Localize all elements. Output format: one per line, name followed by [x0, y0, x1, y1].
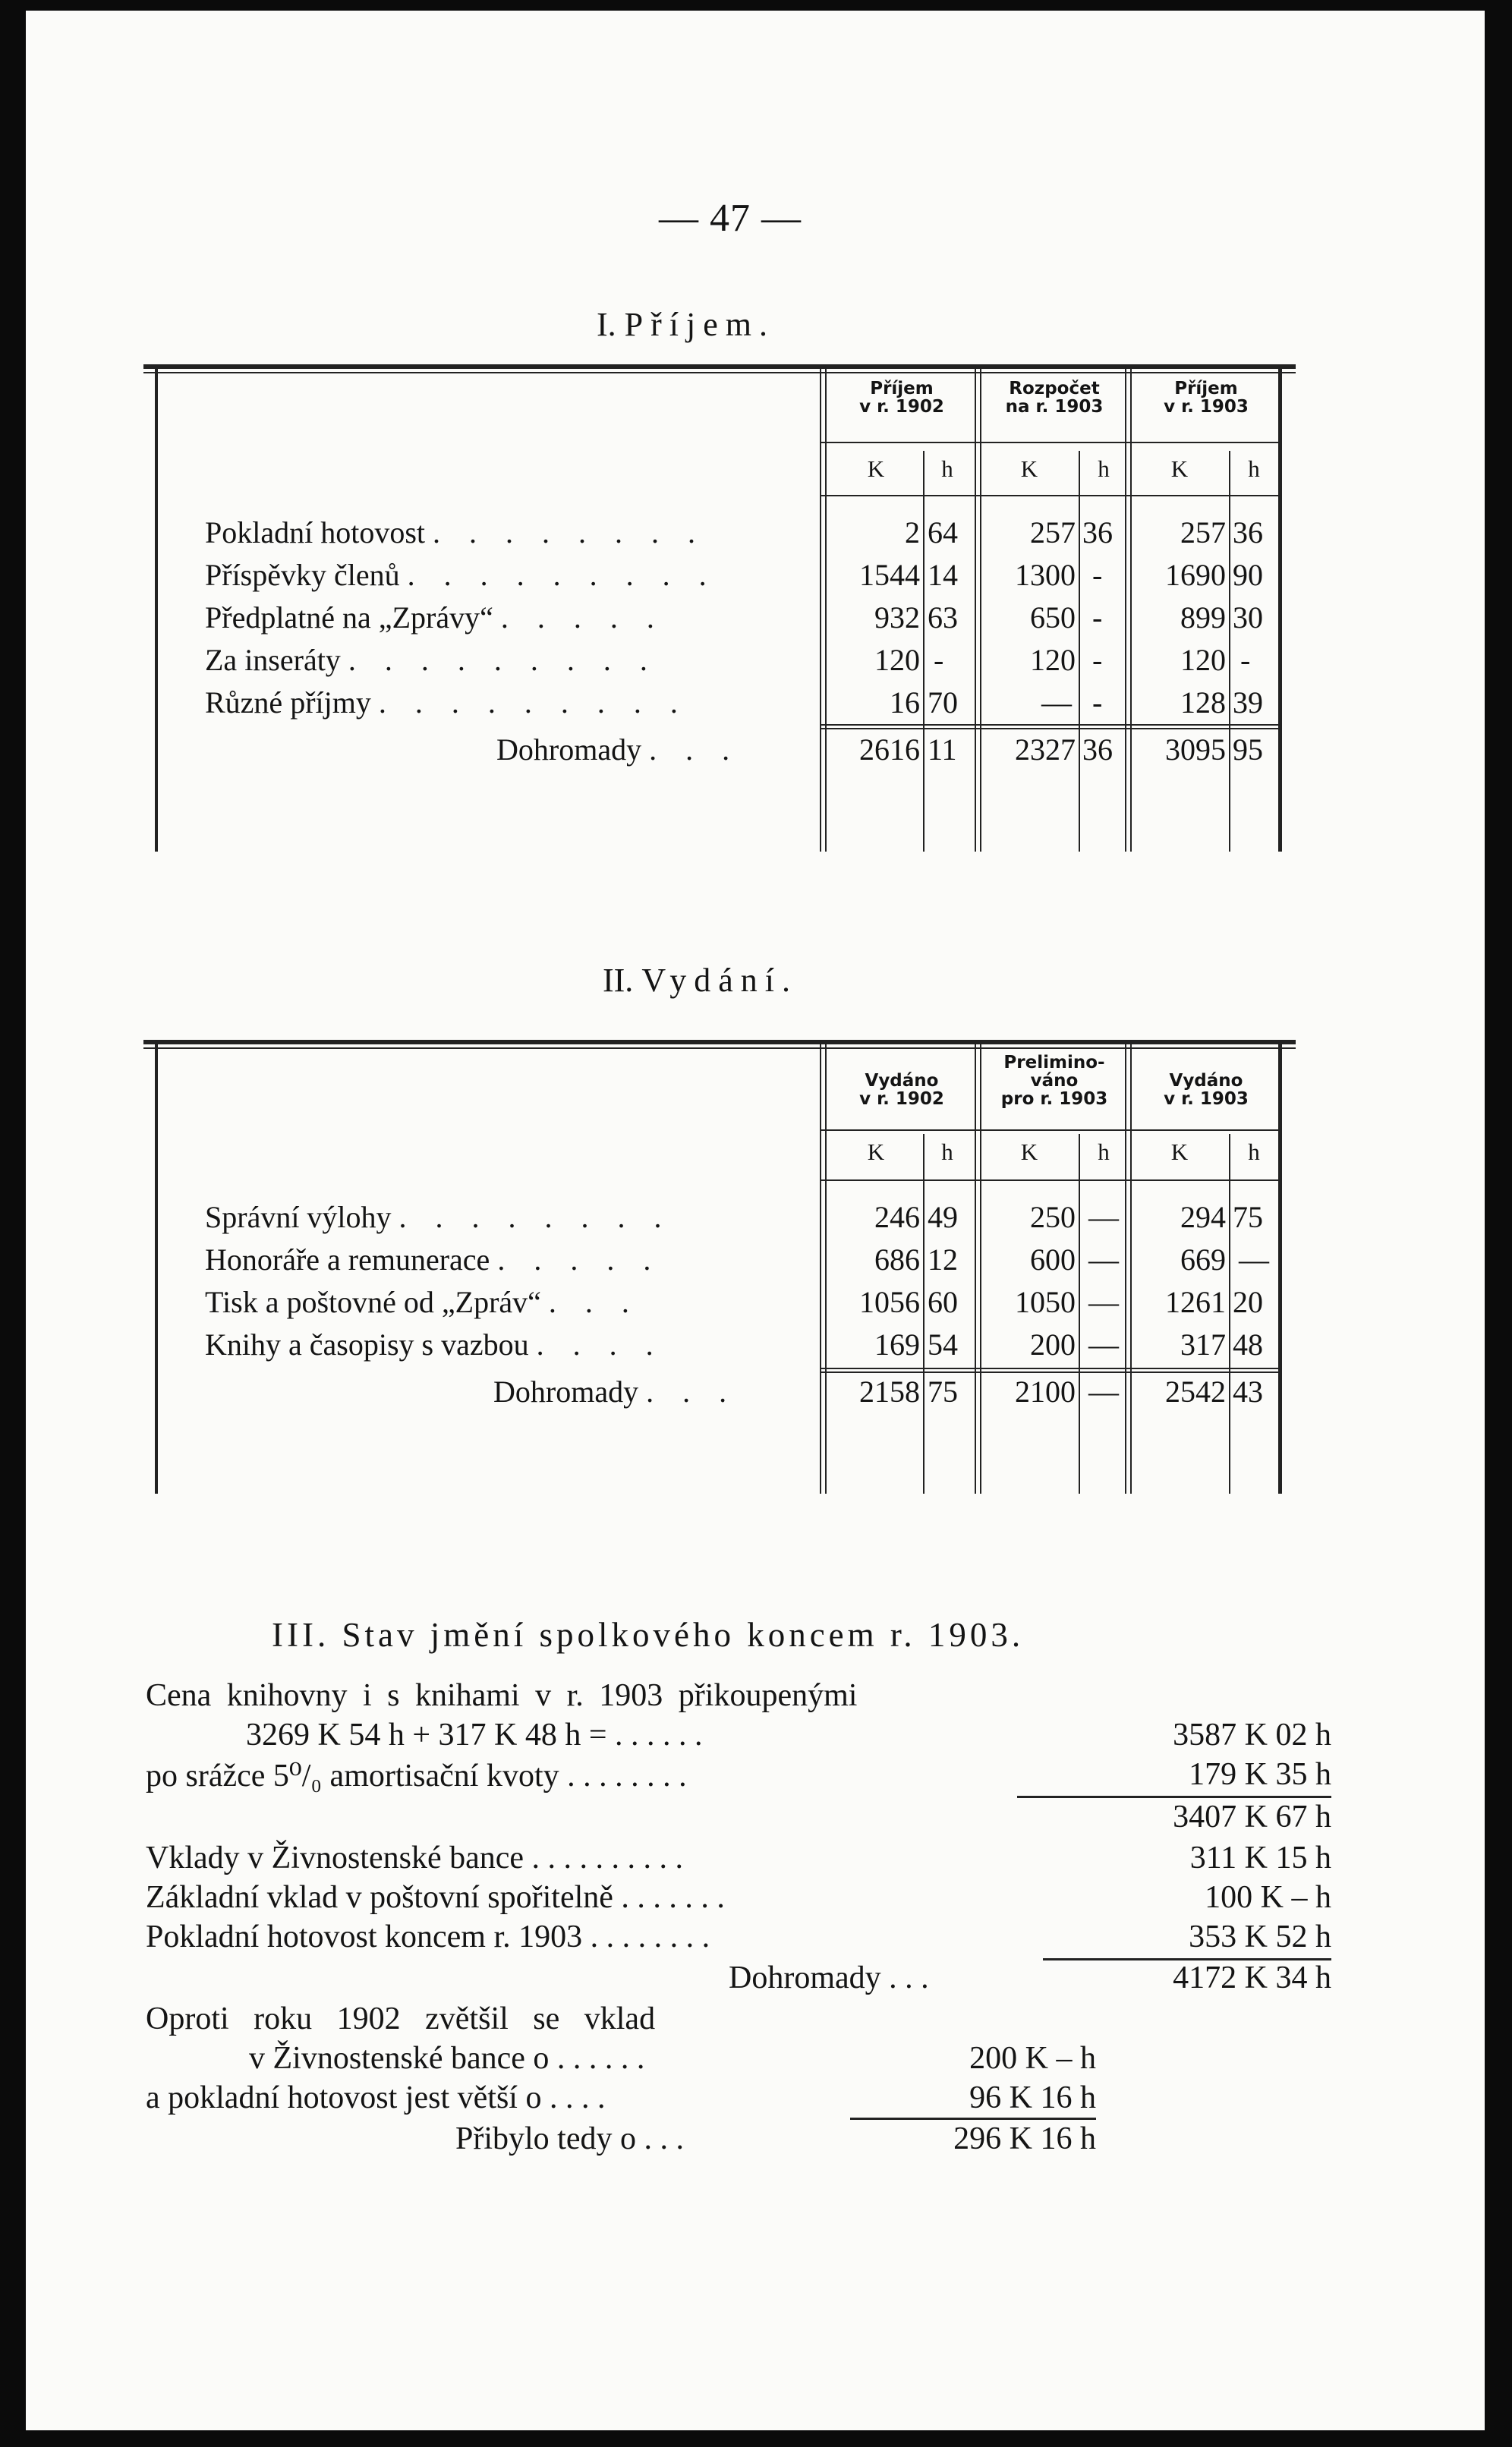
- row-label: Knihy a časopisy s vazbou . . . .: [205, 1327, 664, 1362]
- cell-h: 49: [928, 1200, 958, 1234]
- cell-h: 63: [928, 600, 958, 635]
- cell-h: —: [1088, 1327, 1119, 1362]
- row-label: Honoráře a remunerace . . . . .: [205, 1242, 662, 1277]
- income-heading: [597, 305, 775, 344]
- kh-rule: [923, 451, 925, 852]
- total-h: 95: [1233, 732, 1263, 767]
- total-h: 75: [928, 1375, 958, 1409]
- cell-k: 1544: [859, 558, 920, 592]
- unit-k: K: [1170, 1138, 1189, 1165]
- total-k: 3095: [1165, 732, 1226, 767]
- unit-k: K: [867, 455, 885, 482]
- header-rule: [821, 442, 1280, 443]
- table-top-rule: [143, 364, 1296, 369]
- cell-k: 686: [874, 1242, 920, 1277]
- increase-total-label: Přibylo tedy o . . .: [455, 2121, 684, 2156]
- row-label: Různé příjmy . . . . . . . . .: [205, 685, 688, 720]
- cell-k: 128: [1180, 685, 1226, 720]
- total-k: 2327: [1015, 732, 1076, 767]
- unit-h: h: [1248, 455, 1260, 482]
- cell-h: 60: [928, 1285, 958, 1319]
- expenses-heading-number: II.: [603, 962, 634, 999]
- assets-heading-title: Stav jmění spolkového koncem r. 1903.: [342, 1616, 1025, 1654]
- increase-rule: [850, 2118, 1096, 2120]
- cell-k: 1690: [1165, 558, 1226, 592]
- col-rule: [1130, 1044, 1132, 1494]
- table-left-border: [155, 1044, 158, 1494]
- assets-heading: [272, 1615, 1024, 1655]
- cell-h: —: [1088, 1242, 1119, 1277]
- row-label: Tisk a poštovné od „Zpráv“ . . .: [205, 1285, 640, 1319]
- asset-line: Základní vklad v poštovní spořitelně . . . . . . .: [146, 1880, 725, 1915]
- col-header-spent-1903: Vydáno v r. 1903: [1164, 1071, 1249, 1109]
- cell-k: 200: [1030, 1327, 1076, 1362]
- cell-k: 600: [1030, 1242, 1076, 1277]
- cell-h: 20: [1233, 1285, 1263, 1319]
- increase-line: Oproti roku 1902 zvětšil se vklad: [146, 2001, 656, 2036]
- unit-h: h: [1248, 1138, 1260, 1165]
- cell-h: —: [1239, 1242, 1269, 1277]
- cell-k: 250: [1030, 1200, 1076, 1234]
- cell-h: 75: [1233, 1200, 1263, 1234]
- asset-line: 3269 K 54 h + 317 K 48 h = . . . . . .: [246, 1718, 703, 1753]
- asset-amount: 179 K 35 h: [1189, 1757, 1331, 1792]
- asset-amount: 3587 K 02 h: [1173, 1718, 1331, 1753]
- asset-amount: 100 K – h: [1205, 1880, 1331, 1915]
- total-h: 36: [1082, 732, 1113, 767]
- cell-h: -: [934, 643, 944, 677]
- cell-k: 2: [905, 515, 920, 550]
- kh-rule: [1079, 1134, 1080, 1494]
- income-heading-title: Příjem.: [624, 306, 775, 343]
- income-heading-number: I.: [597, 306, 616, 343]
- cell-h: —: [1088, 1200, 1119, 1234]
- asset-amount: 353 K 52 h: [1189, 1919, 1331, 1954]
- col-header-income-1903: Příjem v r. 1903: [1164, 379, 1249, 417]
- total-k: 2542: [1165, 1375, 1226, 1409]
- cell-k: 1261: [1165, 1285, 1226, 1319]
- cell-h: 30: [1233, 600, 1263, 635]
- table-top-rule-thin: [143, 1047, 1296, 1049]
- col-header-income-1902: Příjem v r. 1902: [859, 379, 944, 417]
- cell-k: 1056: [859, 1285, 920, 1319]
- total-h: 43: [1233, 1375, 1263, 1409]
- total-rule: [821, 724, 1280, 726]
- cell-h: 12: [928, 1242, 958, 1277]
- expenses-heading: [603, 961, 798, 1000]
- row-label: Pokladní hotovost . . . . . . . .: [205, 515, 707, 550]
- cell-k: 669: [1180, 1242, 1226, 1277]
- unit-rule: [821, 1179, 1280, 1181]
- unit-k: K: [1020, 455, 1038, 482]
- kh-rule: [1229, 451, 1230, 852]
- row-label: Předplatné na „Zprávy“ . . . . .: [205, 600, 665, 635]
- kh-rule: [1229, 1134, 1230, 1494]
- total-label: Dohromady . . .: [493, 1375, 738, 1409]
- total-rule: [821, 1372, 1280, 1373]
- asset-line: po srážce 5⁰/₀ amortisační kvoty . . . . . . . .: [146, 1759, 687, 1794]
- table-top-rule-thin: [143, 372, 1296, 373]
- cell-h: -: [1092, 600, 1103, 635]
- total-k: 2158: [859, 1375, 920, 1409]
- total-rule: [821, 1368, 1280, 1369]
- unit-h: h: [1098, 1138, 1110, 1165]
- total-h: —: [1088, 1375, 1119, 1409]
- table-left-border: [155, 369, 158, 852]
- asset-amount: 3407 K 67 h: [1173, 1800, 1331, 1834]
- col-rule: [975, 1044, 976, 1494]
- unit-rule: [821, 495, 1280, 496]
- cell-k: —: [1041, 685, 1072, 720]
- increase-line: a pokladní hotovost jest větší o . . . .: [146, 2080, 606, 2115]
- subtotal-rule: [1017, 1796, 1331, 1798]
- asset-total-label: Dohromady . . .: [729, 1960, 929, 1995]
- cell-k: 1050: [1015, 1285, 1076, 1319]
- cell-k: 317: [1180, 1327, 1226, 1362]
- cell-h: —: [1088, 1285, 1119, 1319]
- asset-line: Vklady v Živnostenské bance . . . . . . . . . .: [146, 1841, 684, 1875]
- cell-k: 257: [1180, 515, 1226, 550]
- cell-h: 64: [928, 515, 958, 550]
- cell-h: 70: [928, 685, 958, 720]
- total-h: 11: [928, 732, 957, 767]
- cell-h: 14: [928, 558, 958, 592]
- kh-rule: [1079, 451, 1080, 852]
- cell-k: 650: [1030, 600, 1076, 635]
- cell-h: -: [1092, 643, 1103, 677]
- asset-line: Cena knihovny i s knihami v r. 1903 přikoupenými: [146, 1678, 858, 1713]
- cell-h: -: [1240, 643, 1251, 677]
- cell-h: 36: [1233, 515, 1263, 550]
- cell-h: 90: [1233, 558, 1263, 592]
- row-label: Za inseráty . . . . . . . . .: [205, 643, 658, 677]
- expenses-heading-title: Vydání.: [641, 962, 798, 999]
- asset-total: 4172 K 34 h: [1173, 1960, 1331, 1995]
- row-label: Správní výlohy . . . . . . . .: [205, 1200, 673, 1234]
- cell-k: 899: [1180, 600, 1226, 635]
- increase-amount: 96 K 16 h: [969, 2080, 1096, 2115]
- assets-heading-number: III.: [272, 1616, 330, 1654]
- cell-h: 39: [1233, 685, 1263, 720]
- total-k: 2616: [859, 732, 920, 767]
- row-label: Příspěvky členů . . . . . . . . .: [205, 558, 717, 592]
- cell-k: 120: [1180, 643, 1226, 677]
- cell-k: 120: [874, 643, 920, 677]
- asset-amount: 311 K 15 h: [1189, 1841, 1331, 1875]
- cell-h: -: [1092, 558, 1103, 592]
- unit-k: K: [1170, 455, 1189, 482]
- col-header-spent-1902: Vydáno v r. 1902: [859, 1071, 944, 1109]
- unit-h: h: [941, 1138, 953, 1165]
- cell-k: 1300: [1015, 558, 1076, 592]
- cell-k: 257: [1030, 515, 1076, 550]
- cell-k: 932: [874, 600, 920, 635]
- cell-h: 48: [1233, 1327, 1263, 1362]
- col-rule: [1125, 1044, 1126, 1494]
- total-k: 2100: [1015, 1375, 1076, 1409]
- col-rule: [980, 1044, 981, 1494]
- total-rule: [821, 728, 1280, 729]
- increase-amount: 200 K – h: [969, 2041, 1096, 2076]
- unit-h: h: [941, 455, 953, 482]
- header-rule: [821, 1129, 1280, 1131]
- cell-k: 294: [1180, 1200, 1226, 1234]
- increase-line: v Živnostenské bance o . . . . . .: [249, 2041, 645, 2076]
- unit-h: h: [1098, 455, 1110, 482]
- cell-k: 120: [1030, 643, 1076, 677]
- unit-k: K: [867, 1138, 885, 1165]
- total-label: Dohromady . . .: [496, 732, 741, 767]
- increase-total: 296 K 16 h: [953, 2121, 1096, 2156]
- col-header-budget-1903: Rozpočet na r. 1903: [1005, 379, 1104, 417]
- table-top-rule: [143, 1040, 1296, 1044]
- col-rule: [820, 1044, 821, 1494]
- kh-rule: [923, 1134, 925, 1494]
- unit-k: K: [1020, 1138, 1038, 1165]
- cell-k: 246: [874, 1200, 920, 1234]
- cell-h: -: [1092, 685, 1103, 720]
- col-header-preliminary-1903: Prelimino- váno pro r. 1903: [1000, 1053, 1108, 1109]
- col-rule: [825, 1044, 827, 1494]
- cell-h: 36: [1082, 515, 1113, 550]
- book-page: [26, 11, 1485, 2430]
- asset-line: Pokladní hotovost koncem r. 1903 . . . . . . . .: [146, 1919, 710, 1954]
- page-number: — 47 —: [659, 197, 802, 240]
- cell-h: 54: [928, 1327, 958, 1362]
- cell-k: 169: [874, 1327, 920, 1362]
- cell-k: 16: [890, 685, 920, 720]
- table-right-border: [1278, 1044, 1282, 1494]
